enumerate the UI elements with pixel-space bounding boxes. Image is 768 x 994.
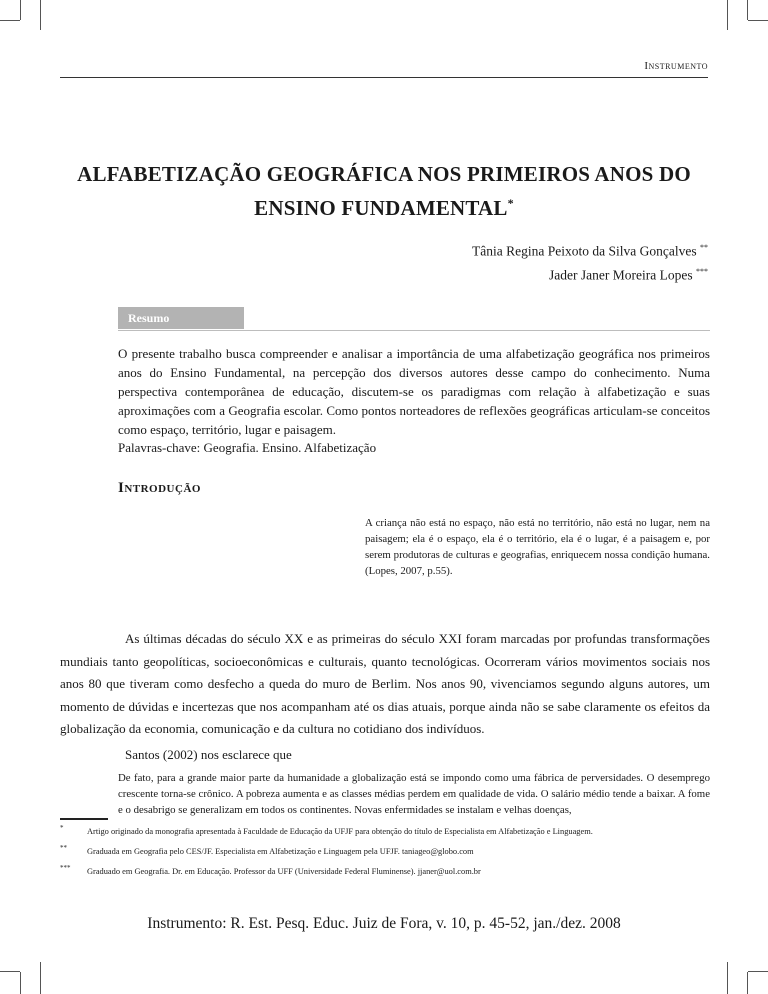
title-text: ALFABETIZAÇÃO GEOGRÁFICA NOS PRIMEIROS ANOS DO ENSINO FUNDAMENTAL	[77, 162, 691, 220]
abstract-heading: Resumo	[118, 307, 244, 329]
footnote-rule	[60, 818, 108, 820]
author-list	[472, 238, 708, 285]
author-name: Tânia Regina Peixoto da Silva Gonçalves	[472, 243, 697, 259]
journal-citation: Instrumento: R. Est. Pesq. Educ. Juiz de Fora, v. 10, p. 45-52, jan./dez. 2008	[147, 915, 621, 932]
crop-mark	[747, 972, 748, 994]
crop-mark	[20, 972, 21, 994]
author-footnote-mark: **	[700, 243, 708, 252]
body-paragraph: Santos (2002) nos esclarece que	[125, 747, 292, 762]
author-footnote-mark: ***	[696, 266, 708, 276]
crop-mark	[748, 20, 768, 21]
body-paragraph: As últimas décadas do século XX e as primeiras do século XXI foram marcadas por profundas transformações mundiais tanto geopolíticas, socioeconômicas e culturais, quanto tecnológicas. Ocorreram vários movimentos sociais nos anos 80 que tiveram como desfecho a queda do muro de Berlim. Nos anos 90, vivenciamos segundo alguns autores, um momento de dúvidas e incertezas que nos acompanham até os dias atuais, porque ainda não se sabe claramente os efeitos da globalização da economia, comunicação e da cultura no cotidiano dos indivíduos.	[60, 631, 710, 737]
crop-mark	[20, 0, 21, 20]
footnote-mark: **	[60, 844, 67, 852]
footnote-text: Graduada em Geografia pelo CES/JF. Especialista em Alfabetização e Linguagem pela UFJF. taniageo@globo.com	[87, 847, 474, 856]
crop-mark	[0, 20, 20, 21]
journal-section-label: Instrumento	[644, 60, 708, 72]
crop-mark	[0, 971, 20, 972]
footnote-text: Artigo originado da monografia apresentada à Faculdade de Educação da UFJF para obtenção do título de Especialista em Alfabetização e Linguagem.	[87, 827, 593, 836]
abstract-text: O presente trabalho busca compreender e analisar a importância de uma alfabetização geográfica nos primeiros anos do Ensino Fundamental, na percepção dos diversos autores desse campo do conhecimento. Numa perspectiva contemporânea de educação, discutem-se os paradigmas com relação à alfabetização e suas aproximações com a Geografia escolar. Como pontos norteadores de reflexões geográficas articulam-se conceitos como espaço, território, lugar e paisagem.	[118, 346, 710, 437]
footnote-mark: ***	[60, 864, 71, 872]
article-title	[60, 160, 708, 223]
footnote-text: Graduado em Geografia. Dr. em Educação. Professor da UFF (Universidade Federal Fluminense). jjaner@uol.com.br	[87, 867, 481, 876]
title-footnote-mark: *	[507, 196, 514, 210]
crop-mark	[748, 971, 768, 972]
crop-mark	[40, 0, 41, 30]
epigraph: A criança não está no espaço, não está no território, não está no lugar, nem na paisagem; ela é o espaço, ela é o território, ela é o lugar, é a paisagem e, por serem produtoras de culturas e geografias, enriquecem nossa condição humana. (Lopes, 2007, p.55).	[365, 517, 710, 577]
crop-mark	[747, 0, 748, 20]
crop-mark	[40, 962, 41, 994]
crop-mark	[727, 962, 728, 994]
author-line	[472, 238, 708, 262]
abstract-rule	[118, 330, 710, 331]
keywords: Palavras-chave: Geografia. Ensino. Alfabetização	[118, 440, 377, 455]
crop-mark	[727, 0, 728, 30]
header-rule	[60, 77, 708, 78]
block-quote: De fato, para a grande maior parte da humanidade a globalização está se impondo como uma fábrica de perversidades. O desemprego crescente torna-se crônico. A pobreza aumenta e as classes médias perdem em qualidade de vida. O salário médio tende a baixar. A fome e o desabrigo se generalizam em todos os continentes. Novas enfermidades se instalam e velhas doenças,	[118, 772, 710, 816]
section-heading-introduction: Introdução	[118, 480, 201, 496]
footnote-mark: *	[60, 824, 64, 832]
author-line	[472, 262, 708, 286]
author-name: Jader Janer Moreira Lopes	[549, 267, 693, 282]
